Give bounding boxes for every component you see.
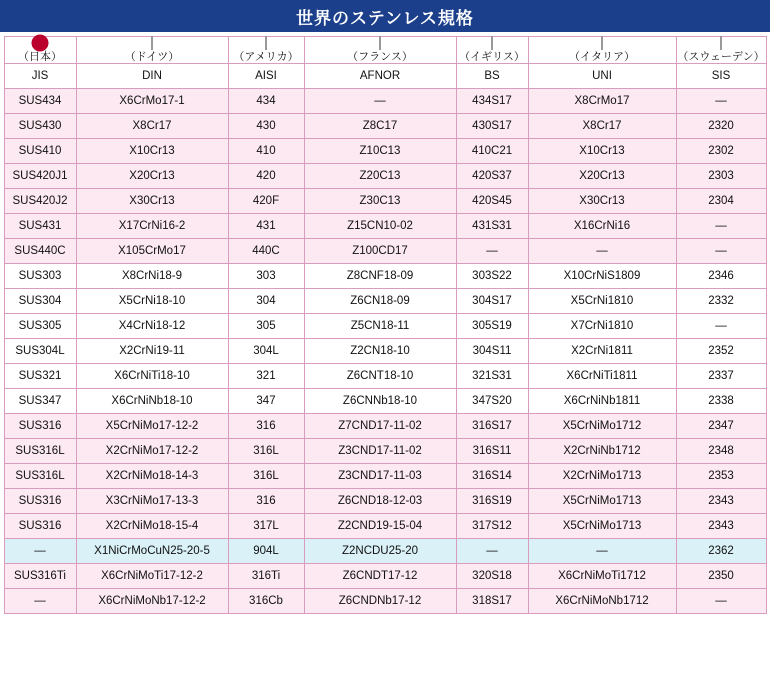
table-cell: Z6CNNb18-10 <box>304 389 456 414</box>
table-cell: X10Cr13 <box>528 139 676 164</box>
flag-germany-icon <box>151 37 153 49</box>
table-row <box>4 439 766 464</box>
table-cell: X2CrNi1811 <box>528 339 676 364</box>
standard-header-cell: AISI <box>228 64 304 89</box>
table-cell: — <box>676 214 766 239</box>
table-row <box>4 89 766 114</box>
table-cell: X5CrNiMo1712 <box>528 414 676 439</box>
table-cell: X6CrNiTi18-10 <box>76 364 228 389</box>
country-header-cell <box>304 37 456 64</box>
table-cell: 2353 <box>676 464 766 489</box>
standard-header-cell: SIS <box>676 64 766 89</box>
flag-italy-icon <box>601 37 603 49</box>
table-cell: X16CrNi16 <box>528 214 676 239</box>
table-cell: 2332 <box>676 289 766 314</box>
table-cell: X3CrNiMo17-13-3 <box>76 489 228 514</box>
table-cell: SUS316 <box>4 414 76 439</box>
country-header-cell <box>676 37 766 64</box>
flag-usa-icon <box>265 37 267 49</box>
table-cell: 317L <box>228 514 304 539</box>
table-row <box>4 314 766 339</box>
table-cell: SUS305 <box>4 314 76 339</box>
table-row <box>4 539 766 564</box>
table-cell: 316L <box>228 439 304 464</box>
table-cell: X6CrNiMoTi17-12-2 <box>76 564 228 589</box>
table-cell: X10CrNiS1809 <box>528 264 676 289</box>
table-cell: — <box>676 314 766 339</box>
table-cell: 420S37 <box>456 164 528 189</box>
table-cell: 305S19 <box>456 314 528 339</box>
country-label: （日本） <box>18 51 62 63</box>
table-cell: SUS316L <box>4 464 76 489</box>
table-cell: 316S11 <box>456 439 528 464</box>
table-cell: X8Cr17 <box>76 114 228 139</box>
table-cell: SUS434 <box>4 89 76 114</box>
country-label: （ドイツ） <box>124 51 180 63</box>
table-row <box>4 139 766 164</box>
table-cell: SUS321 <box>4 364 76 389</box>
country-label: （スウェーデン） <box>677 51 765 63</box>
table-cell: 347 <box>228 389 304 414</box>
table-cell: 420S45 <box>456 189 528 214</box>
table-cell: X5CrNiMo1713 <box>528 489 676 514</box>
table-cell: — <box>528 539 676 564</box>
standard-header-cell: JIS <box>4 64 76 89</box>
table-cell: X2CrNiMo1713 <box>528 464 676 489</box>
table-cell: X8CrMo17 <box>528 89 676 114</box>
table-cell: SUS304 <box>4 289 76 314</box>
table-cell: X2CrNiMo18-14-3 <box>76 464 228 489</box>
table-cell: 316 <box>228 489 304 514</box>
table-cell: Z6CN18-09 <box>304 289 456 314</box>
table-cell: — <box>528 239 676 264</box>
table-cell: 316S17 <box>456 414 528 439</box>
table-cell: SUS316L <box>4 439 76 464</box>
table-cell: X6CrNiMoNb17-12-2 <box>76 589 228 614</box>
table-cell: — <box>4 539 76 564</box>
table-row <box>4 339 766 364</box>
table-row <box>4 164 766 189</box>
table-row <box>4 464 766 489</box>
table-cell: 321 <box>228 364 304 389</box>
standard-header-cell: AFNOR <box>304 64 456 89</box>
table-cell: 431S31 <box>456 214 528 239</box>
table-cell: X2CrNiMo17-12-2 <box>76 439 228 464</box>
table-row <box>4 589 766 614</box>
table-row <box>4 564 766 589</box>
table-cell: 430 <box>228 114 304 139</box>
table-row <box>4 239 766 264</box>
table-cell: 316Cb <box>228 589 304 614</box>
table-cell: 316 <box>228 414 304 439</box>
table-cell: — <box>456 239 528 264</box>
table-row <box>4 414 766 439</box>
table-cell: Z8C17 <box>304 114 456 139</box>
table-cell: 316L <box>228 464 304 489</box>
table-cell: X5CrNiMo17-12-2 <box>76 414 228 439</box>
table-cell: 316S19 <box>456 489 528 514</box>
table-row <box>4 114 766 139</box>
table-cell: 2362 <box>676 539 766 564</box>
table-cell: X2CrNiNb1712 <box>528 439 676 464</box>
table-cell: SUS420J1 <box>4 164 76 189</box>
table-cell: 303S22 <box>456 264 528 289</box>
standard-header-cell: BS <box>456 64 528 89</box>
table-cell: SUS440C <box>4 239 76 264</box>
table-cell: X4CrNi18-12 <box>76 314 228 339</box>
country-header-cell <box>456 37 528 64</box>
table-row <box>4 514 766 539</box>
table-cell: Z6CND18-12-03 <box>304 489 456 514</box>
table-cell: X8CrNi18-9 <box>76 264 228 289</box>
table-cell: 410C21 <box>456 139 528 164</box>
table-cell: X7CrNi1810 <box>528 314 676 339</box>
standard-header-cell: DIN <box>76 64 228 89</box>
table-row <box>4 214 766 239</box>
table-cell: 430S17 <box>456 114 528 139</box>
table-row <box>4 264 766 289</box>
table-row <box>4 489 766 514</box>
table-cell: Z2NCDU25-20 <box>304 539 456 564</box>
table-cell: 410 <box>228 139 304 164</box>
table-cell: X5CrNi18-10 <box>76 289 228 314</box>
table-cell: — <box>304 89 456 114</box>
table-cell: X5CrNiMo1713 <box>528 514 676 539</box>
table-cell: 347S20 <box>456 389 528 414</box>
table-cell: Z2CN18-10 <box>304 339 456 364</box>
table-cell: 2352 <box>676 339 766 364</box>
flag-uk-icon <box>491 37 493 49</box>
table-cell: X5CrNi1810 <box>528 289 676 314</box>
table-cell: 321S31 <box>456 364 528 389</box>
table-cell: 2320 <box>676 114 766 139</box>
table-cell: 304S17 <box>456 289 528 314</box>
table-cell: X1NiCrMoCuN25-20-5 <box>76 539 228 564</box>
table-cell: — <box>676 239 766 264</box>
table-cell: X6CrNiTi1811 <box>528 364 676 389</box>
country-label: （イタリア） <box>569 51 635 63</box>
table-cell: 2347 <box>676 414 766 439</box>
table-cell: SUS304L <box>4 339 76 364</box>
table-cell: X2CrNi19-11 <box>76 339 228 364</box>
table-cell: X6CrNiMoTi1712 <box>528 564 676 589</box>
country-header-cell <box>4 37 76 64</box>
table-cell: 434 <box>228 89 304 114</box>
table-cell: Z6CNDNb17-12 <box>304 589 456 614</box>
country-label: （フランス） <box>347 51 413 63</box>
country-header-cell <box>528 37 676 64</box>
standard-name-row <box>4 64 766 89</box>
table-cell: X20Cr13 <box>528 164 676 189</box>
table-cell: 2302 <box>676 139 766 164</box>
table-cell: SUS347 <box>4 389 76 414</box>
table-cell: X6CrNiNb18-10 <box>76 389 228 414</box>
table-cell: 317S12 <box>456 514 528 539</box>
table-cell: Z8CNF18-09 <box>304 264 456 289</box>
table-cell: X2CrNiMo18-15-4 <box>76 514 228 539</box>
table-cell: 304L <box>228 339 304 364</box>
table-cell: 2348 <box>676 439 766 464</box>
table-cell: 318S17 <box>456 589 528 614</box>
table-cell: 316S14 <box>456 464 528 489</box>
table-cell: 2304 <box>676 189 766 214</box>
table-cell: Z15CN10-02 <box>304 214 456 239</box>
table-cell: Z30C13 <box>304 189 456 214</box>
table-cell: Z5CN18-11 <box>304 314 456 339</box>
table-cell: 2350 <box>676 564 766 589</box>
table-cell: Z3CND17-11-03 <box>304 464 456 489</box>
table-cell: Z100CD17 <box>304 239 456 264</box>
table-cell: SUS303 <box>4 264 76 289</box>
table-cell: Z10C13 <box>304 139 456 164</box>
table-cell: X10Cr13 <box>76 139 228 164</box>
table-cell: 431 <box>228 214 304 239</box>
table-cell: SUS316Ti <box>4 564 76 589</box>
table-cell: SUS410 <box>4 139 76 164</box>
country-header-cell <box>228 37 304 64</box>
table-cell: X17CrNi16-2 <box>76 214 228 239</box>
table-cell: 2346 <box>676 264 766 289</box>
country-label: （アメリカ） <box>233 51 299 63</box>
standards-table <box>4 36 767 614</box>
table-cell: 2338 <box>676 389 766 414</box>
table-cell: SUS431 <box>4 214 76 239</box>
table-cell: 2303 <box>676 164 766 189</box>
table-cell: 2337 <box>676 364 766 389</box>
table-cell: 904L <box>228 539 304 564</box>
table-cell: 320S18 <box>456 564 528 589</box>
table-cell: Z7CND17-11-02 <box>304 414 456 439</box>
table-cell: 440C <box>228 239 304 264</box>
table-cell: Z6CNT18-10 <box>304 364 456 389</box>
table-cell: X6CrNiMoNb1712 <box>528 589 676 614</box>
page-title: 世界のステンレス規格 <box>0 0 770 32</box>
table-cell: SUS430 <box>4 114 76 139</box>
table-cell: Z2CND19-15-04 <box>304 514 456 539</box>
table-cell: X8Cr17 <box>528 114 676 139</box>
table-cell: X30Cr13 <box>528 189 676 214</box>
table-cell: 304S11 <box>456 339 528 364</box>
table-cell: Z6CNDT17-12 <box>304 564 456 589</box>
standard-header-cell: UNI <box>528 64 676 89</box>
table-cell: 303 <box>228 264 304 289</box>
table-cell: X20Cr13 <box>76 164 228 189</box>
table-cell: — <box>676 589 766 614</box>
country-label: （イギリス） <box>459 51 525 63</box>
table-cell: — <box>4 589 76 614</box>
table-cell: — <box>676 89 766 114</box>
table-cell: 420F <box>228 189 304 214</box>
table-row <box>4 189 766 214</box>
table-cell: SUS316 <box>4 489 76 514</box>
table-cell: X6CrNiNb1811 <box>528 389 676 414</box>
table-cell: 2343 <box>676 489 766 514</box>
table-cell: X30Cr13 <box>76 189 228 214</box>
table-cell: Z20C13 <box>304 164 456 189</box>
flag-sweden-icon <box>720 37 722 49</box>
table-cell: X105CrMo17 <box>76 239 228 264</box>
country-header-cell <box>76 37 228 64</box>
table-cell: — <box>456 539 528 564</box>
table-row <box>4 389 766 414</box>
table-cell: 2343 <box>676 514 766 539</box>
table-row <box>4 289 766 314</box>
flag-france-icon <box>379 37 381 49</box>
table-row <box>4 364 766 389</box>
country-flag-row <box>4 37 766 64</box>
flag-japan-icon <box>39 37 41 49</box>
table-cell: 316Ti <box>228 564 304 589</box>
table-cell: SUS420J2 <box>4 189 76 214</box>
table-cell: 420 <box>228 164 304 189</box>
table-cell: 305 <box>228 314 304 339</box>
table-cell: X6CrMo17-1 <box>76 89 228 114</box>
table-cell: Z3CND17-11-02 <box>304 439 456 464</box>
table-cell: 434S17 <box>456 89 528 114</box>
table-cell: SUS316 <box>4 514 76 539</box>
table-cell: 304 <box>228 289 304 314</box>
